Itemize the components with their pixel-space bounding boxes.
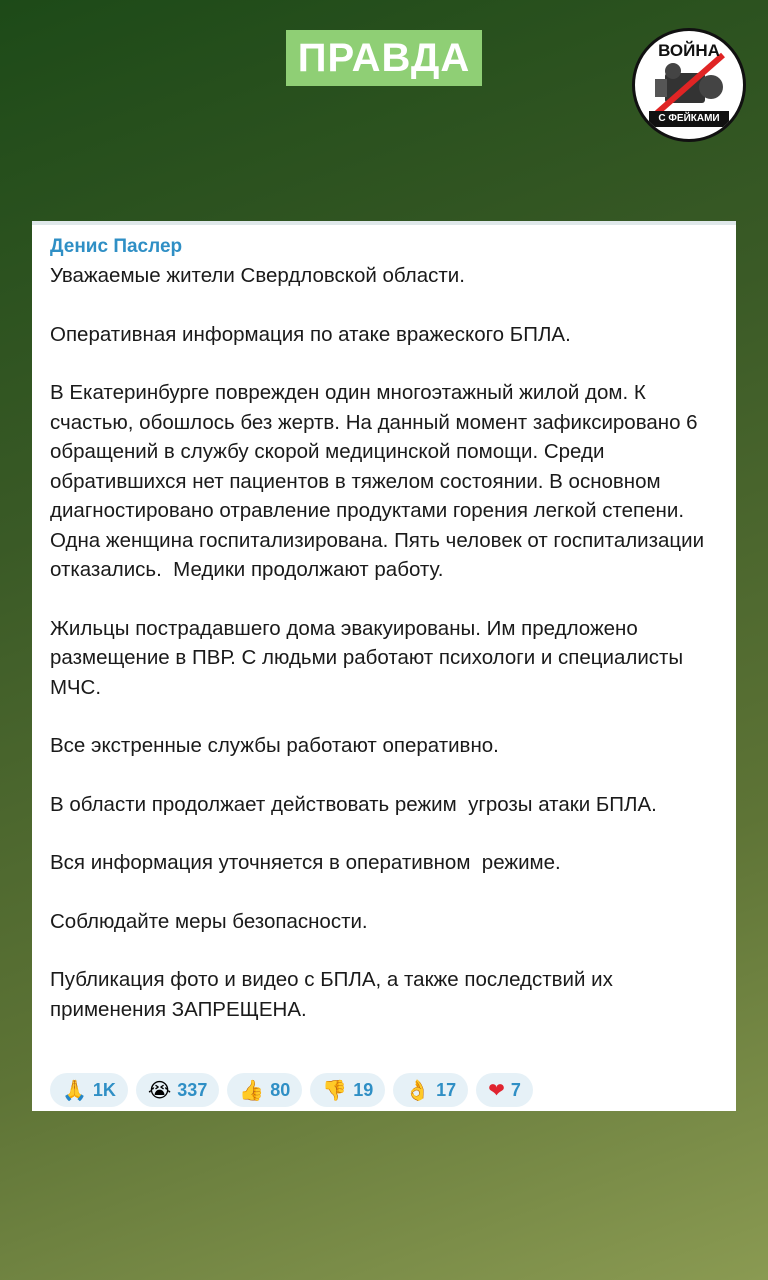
post-paragraph: Все экстренные службы работают оперативно. xyxy=(50,734,499,757)
reaction-count: 7 xyxy=(510,1079,521,1100)
post-paragraph: Уважаемые жители Свердловской области. xyxy=(50,264,465,287)
reaction-thumbs-up[interactable] xyxy=(227,1073,302,1107)
reactions-bar xyxy=(50,1073,533,1107)
reaction-crying[interactable] xyxy=(136,1073,219,1107)
reaction-heart[interactable] xyxy=(476,1073,533,1107)
post-paragraph: Оперативная информация по атаке вражеского БПЛА. xyxy=(50,322,571,346)
ok-hand-icon: 👌 xyxy=(405,1078,431,1102)
reaction-count: 19 xyxy=(353,1079,374,1100)
post-paragraph: Жильцы пострадавшего дома эвакуированы. Им предложено размещение в ПВР. С людьми работают психологи и специалисты МЧС. xyxy=(50,616,689,699)
post-paragraph: В области продолжает действовать режим угрозы атаки БПЛА. xyxy=(50,792,657,816)
war-on-fakes-logo xyxy=(632,28,746,142)
post-paragraph: В Екатеринбурге поврежден один многоэтажный жилой дом. К счастью, обошлось без жертв. На данный момент зафиксировано 6 обращений в службу скорой медицинской помощи. Среди обратившихся нет пациентов в тяжелом состоянии. В основном диагностировано отравление продуктами горения легкой степени. Одна женщина госпитализирована. Пять человек от госпитализации отказались. Медики продолжают работу. xyxy=(50,381,710,581)
verdict-badge: ПРАВДА xyxy=(286,30,482,86)
post-author[interactable]: Денис Паслер xyxy=(50,236,183,257)
post-paragraph: Соблюдайте меры безопасности. xyxy=(50,909,368,933)
pray-icon: 🙏 xyxy=(62,1078,87,1102)
reaction-count: 337 xyxy=(177,1079,208,1100)
reaction-ok-hand[interactable] xyxy=(393,1073,468,1107)
logo-bottom-text: С ФЕЙКАМИ xyxy=(649,111,729,127)
thumbs-down-icon: 👎 xyxy=(322,1078,348,1102)
post-paragraph: Вся информация уточняется в оперативном режиме. xyxy=(50,851,561,874)
post-paragraph: Публикация фото и видео с БПЛА, а также последствий их применения ЗАПРЕЩЕНА. xyxy=(50,968,619,1021)
reaction-count: 1K xyxy=(92,1079,116,1100)
reaction-pray[interactable] xyxy=(50,1073,128,1107)
logo-top-text: ВОЙНА xyxy=(658,41,720,60)
reaction-count: 17 xyxy=(436,1079,457,1100)
reaction-thumbs-down[interactable] xyxy=(310,1073,385,1107)
telegram-post-card xyxy=(32,221,736,1111)
crying-face-icon: 😭 xyxy=(147,1078,172,1102)
reaction-count: 80 xyxy=(270,1079,291,1100)
thumbs-up-icon: 👍 xyxy=(239,1078,265,1102)
heart-icon: ❤ xyxy=(488,1078,505,1102)
card-top-strip xyxy=(32,221,736,225)
